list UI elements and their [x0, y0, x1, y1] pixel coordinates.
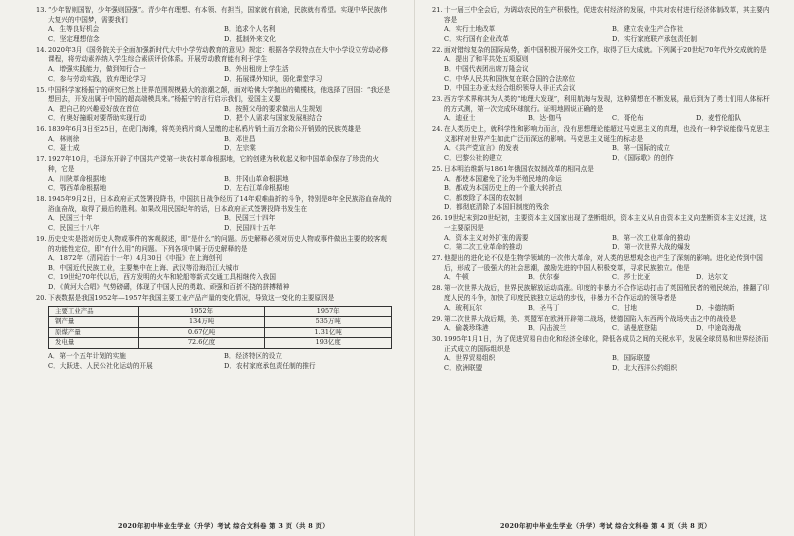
question-text: 19世纪末到20世纪初，主要资本主义国家出现了垄断组织，资本主义从自由资本主义向垄断资本主义过渡，这一主要原因是 — [444, 214, 767, 233]
question-number: 22. — [432, 45, 443, 54]
answer-options — [36, 135, 392, 154]
answer-option: D．北大西洋公约组织 — [612, 363, 678, 372]
question-25 — [432, 165, 772, 213]
question-text: 1927年10月，毛泽东开辟了中国共产党第一块农村革命根据地，它的创建为秋收起义和中国革命保存了珍贵的火种，它是 — [48, 155, 380, 174]
answer-option: B．第一次工业革命的推动 — [612, 233, 690, 242]
question-stem — [432, 214, 772, 233]
question-stem — [432, 254, 772, 273]
answer-option: C．巴黎公社的建立 — [444, 154, 503, 163]
question-28 — [432, 284, 772, 313]
answer-option: B．按照父母的要求做出人生规划 — [224, 104, 322, 113]
answer-option: C．都废除了本国的农奴制 — [444, 193, 523, 202]
question-text: 日本明治维新与1861年俄国农奴制改革的相同点是 — [444, 165, 594, 174]
answer-option: D．第一次世界大战的爆发 — [612, 243, 691, 252]
question-stem — [432, 95, 772, 114]
question-number: 27. — [432, 254, 443, 263]
answer-option: B．国际联盟 — [612, 354, 651, 363]
question-number: 13. — [36, 6, 47, 14]
answer-option: B．井冈山革命根据地 — [224, 174, 289, 183]
answer-option: C．19世纪70年代以后，西方发明的火车和轮船等新式交通工具相继传入我国 — [48, 273, 277, 282]
answer-option: B．第一国际的成立 — [612, 144, 671, 153]
question-23 — [432, 95, 772, 124]
page-gutter — [414, 0, 415, 536]
answer-option: C．实行国有企业改革 — [444, 34, 509, 43]
answer-options — [432, 55, 772, 93]
table-header-cell: 1952年 — [138, 306, 265, 317]
answer-option: D．达尔文 — [696, 273, 728, 282]
answer-option: C．坚定理想信念 — [48, 34, 100, 43]
question-18 — [36, 195, 392, 233]
answer-option: C．参与劳动实践，放弃理论学习 — [48, 74, 147, 83]
answer-option: D．卡德纳斯 — [696, 303, 735, 312]
answer-options — [432, 144, 772, 163]
answer-option: C．甘地 — [612, 303, 638, 312]
question-stem — [432, 315, 772, 325]
question-stem — [36, 86, 392, 105]
answer-option: B．闪击波兰 — [528, 324, 567, 333]
answer-option: D．把个人需求与国家发展相结合 — [224, 114, 323, 123]
question-number: 26. — [432, 214, 443, 223]
question-text: 第二次世界大战后期，美、英盟军在欧洲开辟第二战场，使德国陷入东西两个战场夹击之中的战役是 — [444, 314, 737, 323]
answer-option: D．左宗棠 — [224, 144, 256, 153]
table-cell: 1.31亿吨 — [265, 327, 392, 338]
answer-options — [432, 324, 772, 334]
table-cell: 193亿度 — [265, 338, 392, 349]
question-stem — [432, 165, 772, 175]
table-header-row — [49, 306, 392, 317]
answer-option: D．拓展课外知识，弱化课堂学习 — [224, 74, 323, 83]
question-stem — [432, 284, 772, 303]
question-number: 25. — [432, 165, 443, 174]
answer-option: A．把自己的兴趣爱好放在首位 — [48, 104, 140, 113]
answer-option: B．中国代表团出席万隆会议 — [444, 64, 529, 73]
question-13 — [36, 6, 392, 44]
question-text: “少年智则国智，少年强则国强”。青少年有理想、有本领、有担当，国家就有前途，民族就有希望。实现中华民族伟大复兴的中国梦，需要我们 — [48, 6, 388, 24]
table-row — [49, 338, 392, 349]
question-text: 1945年9月2日，日本政府正式签署投降书，中国抗日战争经历了14年艰难曲折的斗争，特别是8年全民族浴血奋战的浴血奋战，取得了最后的胜利。如果改用民国纪年的话，日本政府正式签署投降书发生在 — [48, 195, 392, 213]
answer-options — [432, 234, 772, 253]
question-stem — [432, 125, 772, 144]
answer-option: D．《国际歌》的创作 — [612, 154, 674, 163]
answer-option: D．农村家庭承包责任制的推行 — [224, 361, 316, 370]
question-number: 20. — [36, 293, 47, 302]
table-row — [49, 317, 392, 328]
footer-page-4: 2020年初中毕业生学业（升学）考试 综合文科卷 第 4 页（共 8 页） — [500, 522, 711, 530]
answer-option: D．实行家庭联产承包责任制 — [612, 34, 698, 43]
question-number: 28. — [432, 284, 443, 293]
answer-option: B．外出租房上学生活 — [224, 64, 289, 73]
answer-option: A．资本主义对外扩张的需要 — [444, 233, 529, 242]
question-24 — [432, 125, 772, 163]
question-21 — [432, 6, 772, 44]
answer-option: B．建立农业生产合作社 — [612, 25, 684, 34]
answer-option: B．都成为本国历史上的一个重大转折点 — [444, 184, 562, 193]
question-number: 16. — [36, 125, 47, 134]
question-16 — [36, 125, 392, 154]
answer-option: C．中华人民共和国恢复在联合国的合法席位 — [444, 74, 576, 83]
question-number: 14. — [36, 45, 47, 54]
question-stem — [36, 294, 392, 304]
answer-option: A．玻利瓦尔 — [444, 303, 483, 312]
answer-options — [36, 214, 392, 233]
question-number: 18. — [36, 195, 47, 204]
question-number: 21. — [432, 6, 443, 14]
answer-option: B．中国近代民族工业，主要集中在上海、武汉等沿海沿江大城市 — [48, 263, 239, 272]
question-22 — [432, 46, 772, 94]
answer-option: A．都使本国避免了沦为半殖民地的命运 — [444, 174, 562, 183]
question-text: 2020年3月《国务院关于全面加强新时代大中小学劳动教育的意见》规定：根据各学段特点在大中小学设立劳动必修课程，将劳动素养纳入学生综合素质评价体系。开展劳动教育能有利于学生 — [48, 45, 389, 64]
answer-option: C．鄂西革命根据地 — [48, 184, 107, 193]
answer-option: C．大跃进、人民公社化运动的开展 — [48, 361, 153, 370]
question-number: 30. — [432, 335, 443, 344]
answer-option: D．《黄河大合唱》气势磅礴，体现了中国人民的勇敢、顽强和百折不挠的拼搏精神 — [48, 282, 290, 291]
question-text: 西方学术界称其为人类的“地理大发现”，利用航海与发现，这种猜想在不断发展，最后到为了勇士们用人体标杆的方式测，第一次完成环球航行。证明地圆说正确的是 — [444, 95, 770, 113]
answer-options — [36, 352, 392, 371]
question-stem — [432, 6, 772, 25]
answer-option: B．达·伽马 — [528, 114, 562, 123]
answer-option: C．聂士成 — [48, 144, 80, 153]
answer-options — [432, 175, 772, 213]
question-number: 19. — [36, 235, 47, 243]
answer-options — [432, 273, 772, 283]
question-text: 第一次世界大战后，世界民族解放运动高涨。印度的非暴力不合作运动打击了英国殖民者的殖民统治，推翻了印度人民的斗争，加快了印度民族独立运动的步伐，非暴力不合作运动的领导者是 — [444, 284, 770, 302]
table-header-cell: 主要工业产品 — [49, 306, 139, 317]
table-cell: 72.6亿度 — [138, 338, 265, 349]
question-text: 历史史实是指对历史人物或事件的客观叙述，即“是什么”的问题。历史解释必须对历史人物或事件做出主要的较客观的功能性定位，即“有什么用”的问题。下列各项中属于历史解释的是 — [48, 235, 388, 253]
answer-option: D．麦哲伦船队 — [696, 114, 742, 123]
answer-option: B．伏尔泰 — [528, 273, 560, 282]
question-number: 29. — [432, 314, 443, 323]
answer-option: D．中国主办亚太经合组织领导人非正式会议 — [444, 84, 576, 93]
answer-option: C．第二次工业革命的推动 — [444, 243, 523, 252]
question-number: 15. — [36, 85, 47, 94]
question-29 — [432, 315, 772, 334]
answer-option: C．欧洲联盟 — [444, 363, 483, 372]
question-14 — [36, 46, 392, 84]
answer-option: B．邓世昌 — [224, 134, 256, 143]
answer-option: C．莎士比亚 — [612, 273, 651, 282]
answer-option: A．世界贸易组织 — [444, 354, 496, 363]
answer-option: A．《共产党宣言》的发表 — [444, 144, 519, 153]
question-stem — [36, 46, 392, 65]
question-text: 1995年1月1日，为了促进贸易自由化和经济全球化，降低各成员之间的关税水平，发展全球贸易和世界经济而正式成立的国际组织是 — [444, 335, 769, 353]
answer-options — [36, 105, 392, 124]
question-text: 中国科学家杨振宁的研究已然上世界范围规模最大的浪潮之颠，面对哈佛大学抛出的橄榄枝，他选择了回国：“我还是想回去，开发出属于中国的超高端模具来。”杨振宁的言行启示我们，爱国主义要 — [48, 85, 391, 104]
page-3-column — [36, 6, 392, 514]
answer-option: A．实行土地改革 — [444, 25, 496, 34]
answer-options — [36, 65, 392, 84]
question-17 — [36, 155, 392, 193]
question-30 — [432, 335, 772, 373]
answer-option: A．川陕革命根据地 — [48, 174, 106, 183]
answer-option: A．牛顿 — [444, 273, 469, 282]
question-stem — [36, 125, 392, 135]
answer-option: A．民国三十年 — [48, 214, 93, 223]
question-number: 17. — [36, 155, 47, 164]
answer-option: D．都彻底清除了本国旧制度的残余 — [444, 203, 549, 212]
answer-options — [36, 25, 392, 44]
question-stem — [432, 46, 772, 56]
question-26 — [432, 214, 772, 252]
question-stem — [36, 155, 392, 174]
question-20 — [36, 294, 392, 371]
answer-options — [36, 254, 392, 292]
answer-option: A．林则徐 — [48, 134, 80, 143]
question-15 — [36, 86, 392, 124]
question-stem — [432, 335, 772, 354]
page-4-column — [432, 6, 772, 514]
answer-option: A．第一个五年计划的实施 — [48, 351, 126, 360]
question-stem — [36, 6, 392, 25]
question-stem — [36, 235, 392, 254]
table-cell: 0.67亿吨 — [138, 327, 265, 338]
answer-option: B．圣马丁 — [528, 303, 560, 312]
table-cell: 钢产量 — [49, 317, 139, 328]
footer-page-3: 2020年初中毕业生学业（升学）考试 综合文科卷 第 3 页（共 8 页） — [118, 522, 329, 530]
answer-option: A．1872年（清同治十一年）4月30日《申报》在上海创刊 — [48, 254, 223, 263]
answer-option: B．经济特区的设立 — [224, 351, 283, 360]
answer-option: C．哥伦布 — [612, 114, 644, 123]
answer-options — [36, 175, 392, 194]
question-text: 十一届三中全会后，为调动农民的生产积极性，促进农村经济的发展，中共对农村进行经济体制改革，其主要内容是 — [444, 6, 770, 24]
answer-option: D．左右江革命根据地 — [224, 184, 290, 193]
answer-options — [432, 304, 772, 314]
answer-option: C．有奥好撞眼对要帮助实现行动 — [48, 114, 147, 123]
answer-options — [432, 354, 772, 373]
table-cell: 发电量 — [49, 338, 139, 349]
question-number: 24. — [432, 125, 443, 134]
question-text: 面对错综复杂的国际局势，新中国积极开展外交工作，取得了巨大成就。下列属于20世纪70年代外交成就的是 — [444, 45, 767, 54]
table-cell: 535万吨 — [265, 317, 392, 328]
table-cell: 134万吨 — [138, 317, 265, 328]
question-stem — [36, 195, 392, 214]
answer-option: B．追求个人名利 — [224, 25, 276, 34]
question-text: 1839年6月3日至25日，在虎门海滩，将英美鸦片商人呈缴的走私鸦片销土而万余箱公开销毁的民族英雄是 — [48, 125, 361, 134]
answer-option: A．偷袭珍珠港 — [444, 324, 489, 333]
question-text: 下表数据是我国1952年—1957年我国主要工业产品产量的变化情况，导致这一变化的主要原因是 — [48, 293, 335, 302]
question-text: 在人类历史上，就科学性和影响力而言，没有思想理论能超过马克思主义的真理，也没有一种学说能像马克思主义那样对世界产生如此广泛而深远的影响。马克思主义诞生的标志是 — [444, 125, 770, 143]
question-number: 23. — [432, 95, 443, 104]
answer-option: C．诺曼底登陆 — [612, 324, 657, 333]
question-27 — [432, 254, 772, 283]
answer-option: A．生等良好机会 — [48, 25, 100, 34]
question-text: 他提出的进化论不仅是生物学领域的一次伟大革命，对人类的思想观念也产生了深刻的影响。进化论传到中国后，形成了一股强大的社会思潮，激励先进的中国人积极变革，寻求民族独立。他是 — [444, 254, 763, 272]
answer-option: D．抵制外来文化 — [224, 34, 276, 43]
table-row — [49, 327, 392, 338]
answer-option: A．增强实践能力，做到知行合一 — [48, 64, 146, 73]
answer-option: A．迪亚士 — [444, 114, 476, 123]
answer-options — [432, 25, 772, 44]
answer-option: C．民国三十八年 — [48, 224, 100, 233]
industrial-output-table — [48, 306, 392, 349]
answer-options — [432, 114, 772, 124]
answer-option: B．民国三十四年 — [224, 214, 276, 223]
table-cell: 原煤产量 — [49, 327, 139, 338]
answer-option: D．民国四十五年 — [224, 224, 276, 233]
question-19 — [36, 235, 392, 293]
table-header-cell: 1957年 — [265, 306, 392, 317]
answer-option: A．提出了和平共处五项原则 — [444, 55, 529, 64]
answer-option: D．中途岛海战 — [696, 324, 742, 333]
